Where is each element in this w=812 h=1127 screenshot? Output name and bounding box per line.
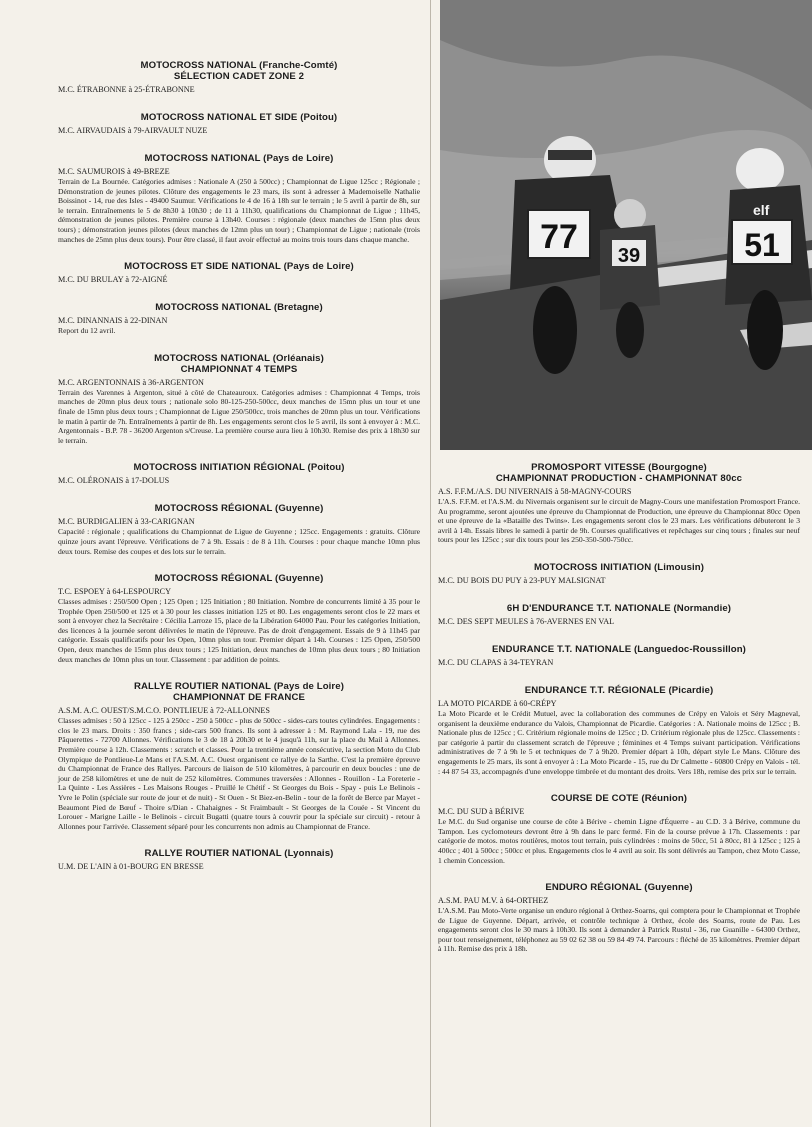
event-block: [58, 573, 420, 664]
event-title: RALLYE ROUTIER NATIONAL (Pays de Loire) CHAMPIONNAT DE FRANCE: [133, 681, 344, 704]
event-description: Le M.C. du Sud organise une course de côte à Bérive - chemin Ligne d'Équerre - au C.D. 3 à Bérive, commune du Tampon. Les cyclomoteurs devront être à 9h dans le parc fermé. Fin de la course prévue à 17h. Classements : par catégorie de motos. motos routières, motos tout terrain, puis cylindrées : moins de 50cc, 51 à 80cc, 81 à 125cc ; 125 à 400cc ; 401 à 500cc ; 500cc et plus. Engagements clos le 4 avril au soir. Ils sont délivrés au Tampon, chez Moto Casse, 1 chemin Concession.: [438, 817, 800, 865]
event-title: MOTOCROSS INITIATION (Limousin): [533, 561, 705, 573]
event-club: M.C. AIRVAUDAIS à 79-AIRVAULT NUZE: [58, 126, 208, 135]
race-photo-illustration: [440, 0, 812, 450]
event-block: [58, 261, 420, 285]
event-block: [58, 153, 420, 244]
event-block: [58, 462, 420, 486]
event-club: M.C. DINANNAIS à 22-DINAN: [58, 316, 168, 326]
bike-number-39: 39: [617, 245, 641, 267]
event-club: M.C. DES SEPT MEULES à 76-AVERNES EN VAL: [438, 616, 615, 626]
event-club: M.C. BURDIGALIEN à 33-CARIGNAN: [58, 517, 195, 527]
event-title: MOTOCROSS NATIONAL (Franche-Comté) SÉLECTION CADET ZONE 2: [140, 60, 338, 82]
event-block: [438, 793, 800, 865]
event-club: A.S. F.F.M./A.S. DU NIVERNAIS à 58-MAGNY-COURS: [438, 487, 632, 496]
event-description: Report du 12 avril.: [58, 326, 116, 336]
event-title: PROMOSPORT VITESSE (Bourgogne) CHAMPIONNAT PRODUCTION - CHAMPIONNAT 80cc: [495, 462, 743, 484]
event-block: [438, 603, 800, 627]
event-title: 6H D'ENDURANCE T.T. NATIONALE (Normandie): [506, 602, 732, 614]
event-title: ENDURANCE T.T. NATIONALE (Languedoc-Roussillon): [492, 643, 746, 655]
event-description: Classes admises : 250/500 Open ; 125 Open ; 125 Initiation ; 80 Initiation. Nombre de concurrents limité à 35 pour le Trophée Open 250/500 et 125 et à 30 pour les classes initiation 125 et 80. Les engagements seront clos le 22 mars et sont à envoyer chez la Secrétaire : Cécilia Larroze 15, place de la Libération 64000 Pau. Pour les catégories Initiation, des licences à la journée seront délivrées le matin de l'épreuve. Pas de droit d'engagement. Essais de 9 à 11h45 par catégorie. Essais qualificatifs pour les Open, 10mn plus un tour. Premier départ à 14h. Courses : 125 Open, 250/500 Open, deux manches de 15mn plus deux tours ; 125 Initiation, deux manches de 10mn plus deux tours ; 80 Initiation deux manches de 10mn plus un tour. Classement : par addition de points.: [58, 597, 420, 664]
event-block: [58, 60, 420, 95]
right-column: [438, 462, 800, 954]
event-title: MOTOCROSS NATIONAL (Bretagne): [155, 302, 323, 314]
event-block: [438, 685, 800, 776]
event-title: COURSE DE COTE (Réunion): [550, 793, 688, 805]
bike-number-77: 77: [540, 218, 578, 256]
event-block: [58, 112, 420, 136]
left-column: [58, 60, 420, 872]
event-block: [58, 503, 420, 556]
event-title: MOTOCROSS RÉGIONAL (Guyenne): [154, 573, 324, 585]
event-club: M.C. DU SUD à BÉRIVE: [438, 807, 525, 817]
event-block: [58, 302, 420, 336]
event-title: MOTOCROSS NATIONAL ET SIDE (Poitou): [140, 112, 338, 123]
event-club: M.C. DU BRULAY à 72-AIGNÉ: [58, 275, 168, 285]
event-description: La Moto Picarde et le Crédit Mutuel, avec la collaboration des communes de Crépy en Valois et Séry Magneval, organisent la deuxième endurance du Valois, Championnat de Picardie. Catégories : A. Nationale moins de 125cc ; B. Nationale plus de 125cc ; C. Critérium régionale moins de 125cc ; D. Critérium régionale plus de 125cc. Classements : par catégorie à partir du classement scratch de l'épreuve ; féminines et 4 Temps suivant participation. Vérifications administratives de 7 à 9h le 5 et techniques de 7 à 9h20. Premier départ à 10h, départ style Le Mans. Clôture des engagements le 25 mars, ils sont à envoyer à : La Moto Picarde - 15, rue du Dr Calmette - 60800 Crépy en Valois - tél. : 44 87 54 33, accompagnés d'une enveloppe timbrée et du montant des droits. Vers 18h, remise des prix sur le terrain.: [438, 708, 800, 776]
event-title: MOTOCROSS NATIONAL (Pays de Loire): [144, 153, 334, 164]
event-block: [438, 562, 800, 586]
event-title: ENDURANCE T.T. RÉGIONALE (Picardie): [524, 684, 714, 696]
event-block: [58, 681, 420, 831]
event-title: ENDURO RÉGIONAL (Guyenne): [545, 882, 693, 894]
event-club: A.S.M. A.C. OUEST/S.M.C.O. PONTLIEUE à 72-ALLONNES: [58, 706, 270, 716]
event-club: M.C. DU BOIS DU PUY à 23-PUY MALSIGNAT: [438, 575, 606, 585]
column-divider: [430, 0, 431, 1127]
sponsor-logo-elf: elf: [753, 202, 770, 218]
event-block: [438, 882, 800, 954]
event-club: M.C. SAUMUROIS à 49-BREZE: [58, 167, 170, 176]
event-title: MOTOCROSS RÉGIONAL (Guyenne): [154, 503, 324, 515]
event-club: A.S.M. PAU M.V. à 64-ORTHEZ: [438, 896, 549, 906]
event-club: T.C. ESPOEY à 64-LESPOURCY: [58, 587, 172, 597]
event-description: L'A.S.M. Pau Moto-Verte organise un enduro régional à Orthez-Soarns, qui comptera pour le Championnat et Trophée de Ligue de Guyenne. Départ, arrivée, et contrôle technique à Orthez, école des Soarns, route de Pau. Les engagements seront clos le 30 mars à 10h30. Ils sont à demander à Patrick Rustul - 36, rue Guanille - 64300 Orthez, pour tout renseignement, téléphonez au 59 02 62 38 ou 59 84 49 74. Parcours : fléché de 35 kilomètres. Premier départ à 11h. Remise des prix à 18h.: [438, 906, 800, 954]
event-club: LA MOTO PICARDE à 60-CRÉPY: [438, 698, 557, 708]
event-description: Terrain des Varennes à Argenton, situé à côté de Chateauroux. Catégories admises : Championnat 4 Temps, trois manches de 20mn plus deux tours ; nationale solo 80-125-250-500cc, deux manches de 15mn plus un tour et une finale de 15mn plus deux tours ; Championnat de Ligue 250/500cc, trois manches de 20mn plus un tour. Vérifications le matin à partir de 7h. Entraînements à partir de 8h. Les engagements seront clos le 5 avril, ils sont à envoyer à : M.C. Argentonnais - B.P. 78 - 36200 Argenton s/Creuse. La première course aura lieu à 10h30. Remise des prix à 18h30 sur le terrain.: [58, 387, 420, 445]
event-description: Terrain de La Bournée. Catégories admises : Nationale A (250 à 500cc) ; Championnat de Ligue 125cc ; Régionale ; Démonstration de jeunes pilotes. Clôture des engagements le 23 mars, ils sont à adresser à Mademoiselle Nathalie Boissinot - 14, rue des Isles - 49400 Saumur. Vérifications le 4 de 16 à 18h sur le terrain ; le 5 avril à partir de 8h, sur le terrain. Entraînements le 5 de 8h30 à 10h30 ; de 11 à 11h30, qualifications du Championnat de Ligue ; 11h45, démonstration de jeunes pilotes. Première course à 13h40. Courses : régionale (deux manches de 15mn plus deux tours) ; démonstration jeunes pilotes (deux manches de 12mn plus un tour) ; Championnat de Ligue ; nationale (trois manches de 25mn plus deux tours). Pour être classé, il faut avoir effectué au moins trois tours dans chaque manche.: [58, 177, 420, 244]
motorcycle-race-photo: [440, 0, 812, 450]
event-club: M.C. OLÉRONAIS à 17-DOLUS: [58, 476, 170, 486]
event-block: [438, 462, 800, 545]
event-club: M.C. ARGENTONNAIS à 36-ARGENTON: [58, 377, 204, 387]
event-title: MOTOCROSS ET SIDE NATIONAL (Pays de Loire): [124, 261, 354, 273]
event-title: RALLYE ROUTIER NATIONAL (Lyonnais): [144, 848, 334, 860]
event-block: [438, 644, 800, 668]
event-block: [58, 353, 420, 446]
event-description: L'A.S. F.F.M. et l'A.S.M. du Nivernais organisent sur le circuit de Magny-Cours une manifestation Promosport France. Au programme, seront ajoutées une épreuve du Championnat de Production, une épreuve du Championnat 80cc Open et une épreuve de la «Bataille des Twins». Les engagements seront clos le 23 mars. Les vérifications débuteront le 3 avril à 14h. Essais libres le samedi à partir de 9h. Courses qualificatives et repêchages sur cinq tours ; finales sur neuf tours pour les 125cc ; sur dix tours pour les 250-350-500-750cc.: [438, 497, 800, 545]
event-club: M.C. DU CLAPAS à 34-TEYRAN: [438, 657, 554, 667]
event-block: [58, 848, 420, 872]
event-club: U.M. DE L'AIN à 01-BOURG EN BRESSE: [58, 862, 204, 872]
event-title: MOTOCROSS INITIATION RÉGIONAL (Poitou): [133, 462, 345, 474]
event-club: M.C. ÉTRABONNE à 25-ÉTRABONNE: [58, 85, 195, 94]
event-description: Capacité : régionale ; qualifications du Championnat de Ligue de Guyenne ; 125cc. Engagements : gratuits. Clôture quinze jours avant l'épreuve. Vérifications de 7 à 9h. Essais : de 8 à 11h. Courses : pour chaque manche 10mn plus deux tours. Remise des coupes et des lots sur le terrain.: [58, 527, 420, 556]
event-description: Classes admises : 50 à 125cc - 125 à 250cc - 250 à 500cc - plus de 500cc - sides-cars toutes cylindrées. Engagements : clos le 23 mars. Droits : 350 francs ; side-cars 500 francs. Ils sont à adresser à : M. Raymond Lala - 19, rue des Pâquerettes - 72700 Allonnes. Vérifications le 3 de 18 à 20h30 et le 4 jusqu'à 11h, sur la place du Mail à Allonnes. Première course à 12h. Classements : scratch et classes. Pour la trentième année consécutive, la section Moto du Club Olympique de Pontlieue-Le Mans et l'A.S.M. A.C. Ouest organisent ce rallye de la Sarthe. C'est la première épreuve du Championnat de France des Rallyes. Parcours de liaison de 510 kilomètres, à parcourir en deux boucles : une de jour de 258 kilomètres et une de nuit de 252 kilomètres. Communes traversées : Allonnes - Rouillon - La Foreterie - La Quinte - Les Assières - Les Maisons Rouges - Pruillé le Chétif - St Georges du Bois - Spay - puis Le Belinois - Yvre le Polin (spéciale sur route de jour et de nuit) - St Ouen - St Biez-en-Belin - tour de la forêt de Berce par Mayet - Beaumont Pied de Bœuf - Thoire s/Dian - Chahaignes - St Fraimbault - St Georges de la Couée - St Vincent du Lorouer - Marigne Laille - le Belinois - circuit Bugatti (quatre tours à couvrir pour la spéciale sur circuit) - retour à Allonnes pour l'arrivée. Classement séparé pour les concurrents non admis au Championnat de France.: [58, 716, 420, 831]
bike-number-51: 51: [744, 227, 780, 263]
event-title: MOTOCROSS NATIONAL (Orléanais) CHAMPIONNAT 4 TEMPS: [154, 352, 324, 375]
